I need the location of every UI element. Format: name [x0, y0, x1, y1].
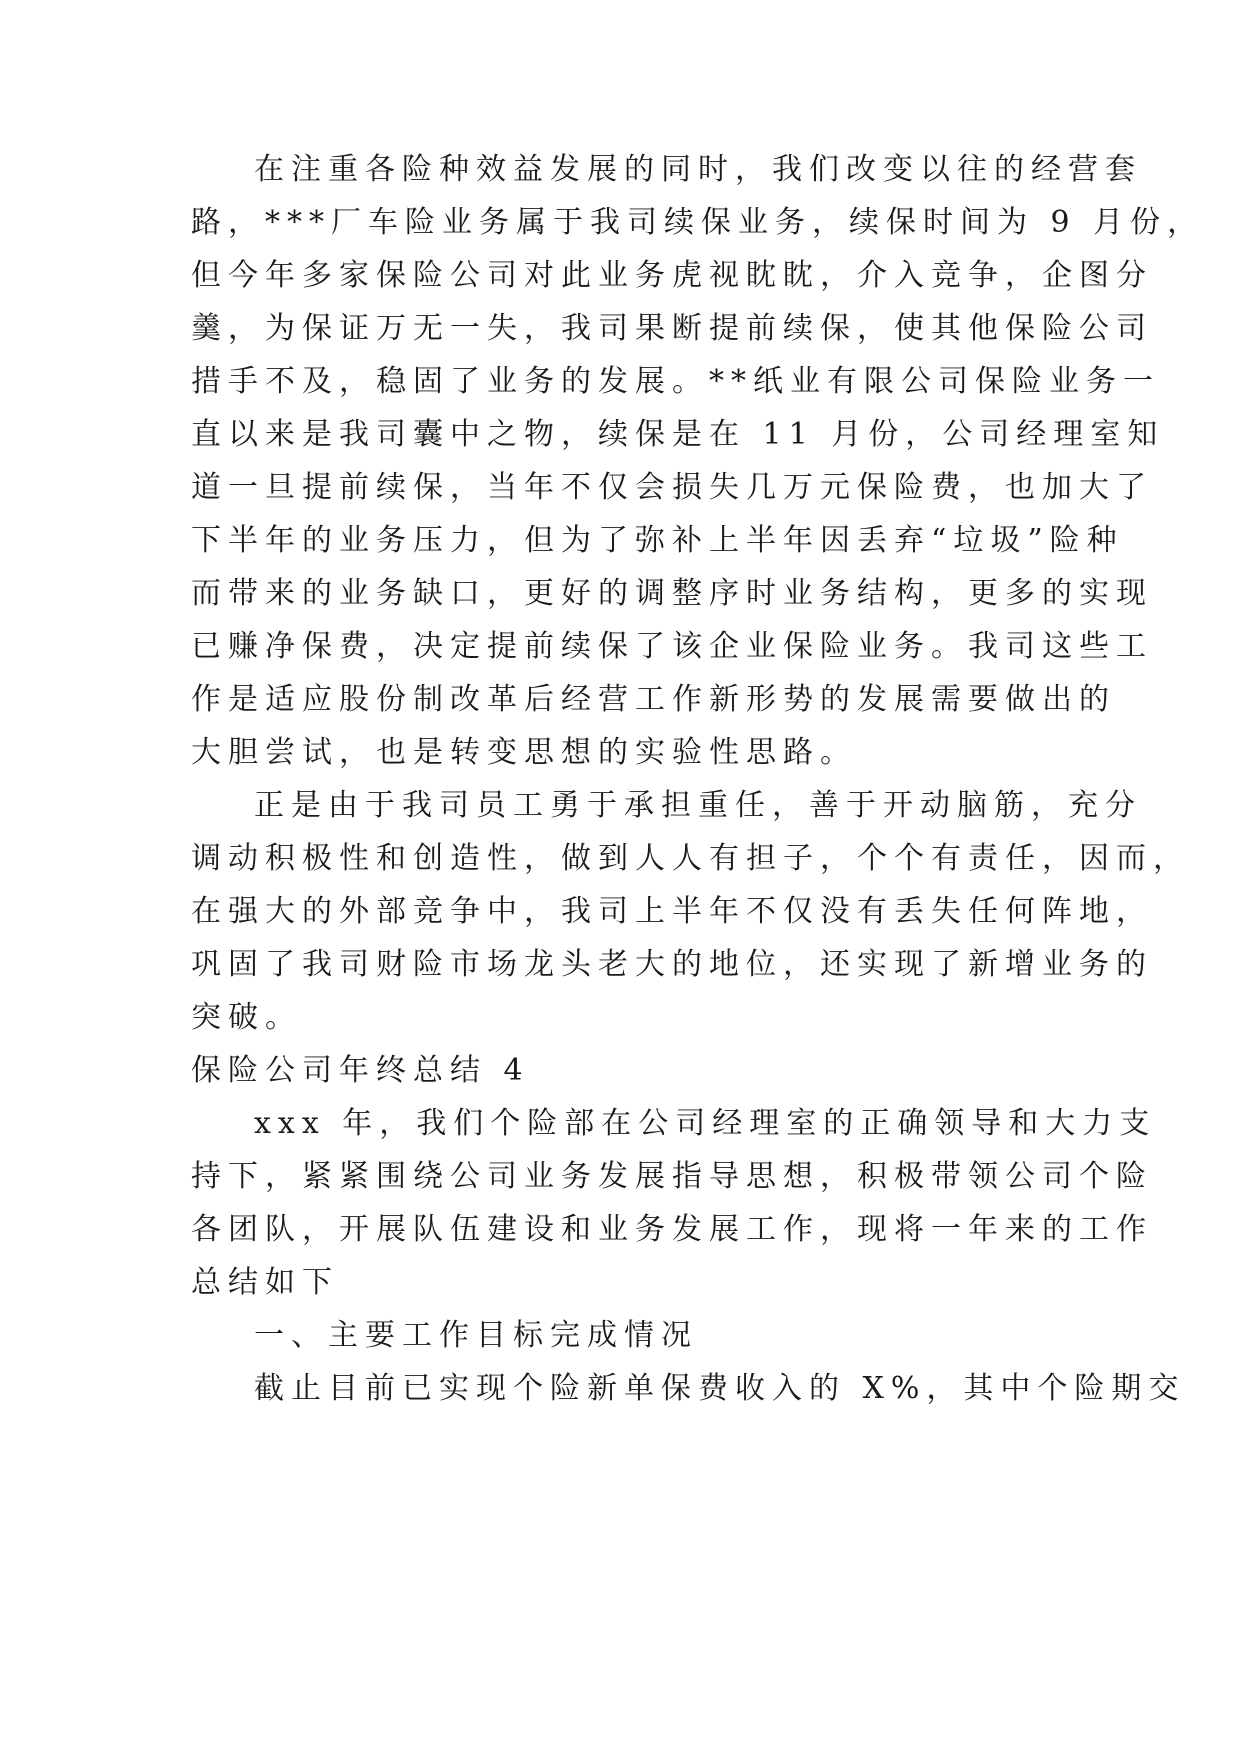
paragraph-1-line-4: 羹，为保证万无一失，我司果断提前续保，使其他保险公司 [191, 311, 1153, 346]
paragraph-3-line-1: xxx 年，我们个险部在公司经理室的正确领导和大力支 [254, 1106, 1157, 1141]
paragraph-2-line-1: 正是由于我司员工勇于承担重任，善于开动脑筋，充分 [254, 788, 1142, 823]
paragraph-1-line-6: 直以来是我司囊中之物，续保是在 11 月份，公司经理室知 [191, 417, 1165, 452]
paragraph-1-line-2: 路，***厂车险业务属于我司续保业务，续保时间为 9 月份， [191, 205, 1205, 240]
paragraph-3-line-4: 总结如下 [191, 1265, 339, 1300]
paragraph-4-line-1: 截止目前已实现个险新单保费收入的 X%，其中个险期交 [254, 1371, 1186, 1406]
section-heading: 保险公司年终总结 4 [191, 1053, 530, 1088]
paragraph-1-line-9: 而带来的业务缺口，更好的调整序时业务结构，更多的实现 [191, 576, 1153, 611]
paragraph-2-line-3: 在强大的外部竞争中，我司上半年不仅没有丢失任何阵地， [191, 894, 1153, 929]
paragraph-2-line-2: 调动积极性和创造性，做到人人有担子，个个有责任，因而， [191, 841, 1190, 876]
paragraph-2-line-4: 巩固了我司财险市场龙头老大的地位，还实现了新增业务的 [191, 947, 1153, 982]
paragraph-1-line-10: 已赚净保费，决定提前续保了该企业保险业务。我司这些工 [191, 629, 1153, 664]
subheading-1: 一、主要工作目标完成情况 [254, 1318, 698, 1353]
paragraph-1-line-11: 作是适应股份制改革后经营工作新形势的发展需要做出的 [191, 682, 1116, 717]
paragraph-1-line-12: 大胆尝试，也是转变思想的实验性思路。 [191, 735, 857, 770]
paragraph-3-line-2: 持下，紧紧围绕公司业务发展指导思想，积极带领公司个险 [191, 1159, 1153, 1194]
paragraph-1-line-7: 道一旦提前续保，当年不仅会损失几万元保险费，也加大了 [191, 470, 1153, 505]
paragraph-1-line-5: 措手不及，稳固了业务的发展。**纸业有限公司保险业务一 [191, 364, 1160, 399]
paragraph-3-line-3: 各团队，开展队伍建设和业务发展工作，现将一年来的工作 [191, 1212, 1153, 1247]
paragraph-1-line-1: 在注重各险种效益发展的同时，我们改变以往的经营套 [254, 152, 1142, 187]
paragraph-2-line-5: 突破。 [191, 1000, 302, 1035]
paragraph-1-line-3: 但今年多家保险公司对此业务虎视眈眈，介入竞争，企图分 [191, 258, 1153, 293]
paragraph-1-line-8: 下半年的业务压力，但为了弥补上半年因丢弃“垃圾”险种 [191, 523, 1124, 558]
